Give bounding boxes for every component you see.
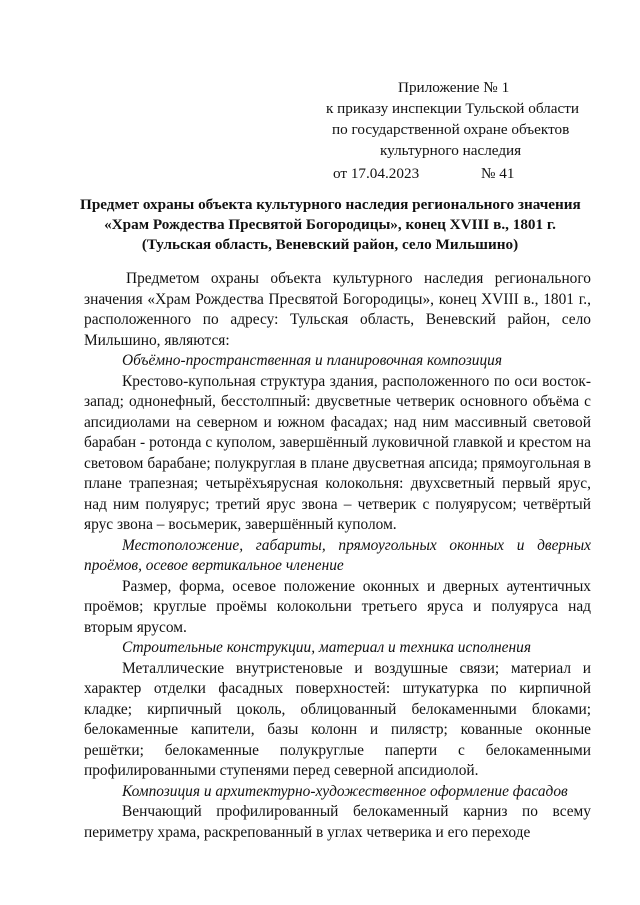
order-reference: к приказу инспекции Тульской области bbox=[326, 100, 579, 117]
appendix-number: Приложение № 1 bbox=[398, 79, 510, 96]
document-title bbox=[80, 195, 580, 255]
section-text-construction: Металлические внутристеновые и воздушные связи; материал и характер отделки фасадных поверхностей: штукатурка по кирпичной кладке; кирпичный цоколь, облицованный белокаменными блоками; белокаменные капители, базы колонн и пилястр; кованные оконные решётки; белокаменные полукруглые паперти с белокаменными профилированными ступенями перед северной апсидиолой. bbox=[84, 659, 591, 779]
order-number: № 41 bbox=[481, 165, 515, 182]
section-heading-construction: Строительные конструкции, материал и техника исполнения bbox=[122, 639, 532, 656]
section-text-composition: Крестово-купольная структура здания, расположенного по оси восток-запад; однонефный, бесстолпный: двусветные четверик основного объёма с апсидиолами на северном и южном фасадах; над ним массивный световой барабан - ротонда с куполом, завершённый луковичной главкой и крестом на световом барабане; полукруглая в плане двусветная апсида; прямоугольная в плане трапезная; четырёхъярусная колокольня: двухсветный первый ярус, над ним полуярус; третий ярус звона – четверик с полуярусом; четвёртый ярус звона – восьмерик, завершённый куполом. bbox=[84, 372, 591, 533]
section-heading-facades: Композиция и архитектурно-художественное оформление фасадов bbox=[122, 782, 568, 800]
intro-paragraph: Предметом охраны объекта культурного наследия регионального значения «Храм Рождества Пресвятой Богородицы», конец XVIII в., 1801 г., расположенного по адресу: Тульская область, Веневский район, село Мильшино, являются: bbox=[84, 270, 591, 349]
section-text-facades: Венчающий профилированный белокаменный карниз по всему периметру храма, раскрепованный в углах четверика и его переходе bbox=[84, 803, 591, 841]
inspection-name: по государственной охране объектов bbox=[332, 121, 570, 138]
title-line-2: «Храм Рождества Пресвятой Богородицы», конец XVIII в., 1801 г. bbox=[104, 216, 556, 233]
inspection-name-cont: культурного наследия bbox=[380, 142, 522, 159]
section-heading-openings: Местоположение, габариты, прямоугольных оконных и дверных проёмов, осевое вертикальное членение bbox=[84, 536, 591, 574]
section-text-openings: Размер, форма, осевое положение оконных и дверных аутентичных проёмов; круглые проёмы колокольни третьего яруса и полуяруса над вторым ярусом. bbox=[84, 577, 591, 636]
section-heading-composition: Объёмно-пространственная и планировочная композиция bbox=[122, 352, 503, 369]
document-body bbox=[84, 269, 591, 843]
title-line-1: Предмет охраны объекта культурного наследия регионального значения bbox=[80, 196, 581, 213]
title-line-3: (Тульская область, Веневский район, село Мильшино) bbox=[141, 236, 519, 253]
order-date: от 17.04.2023 bbox=[333, 165, 420, 182]
